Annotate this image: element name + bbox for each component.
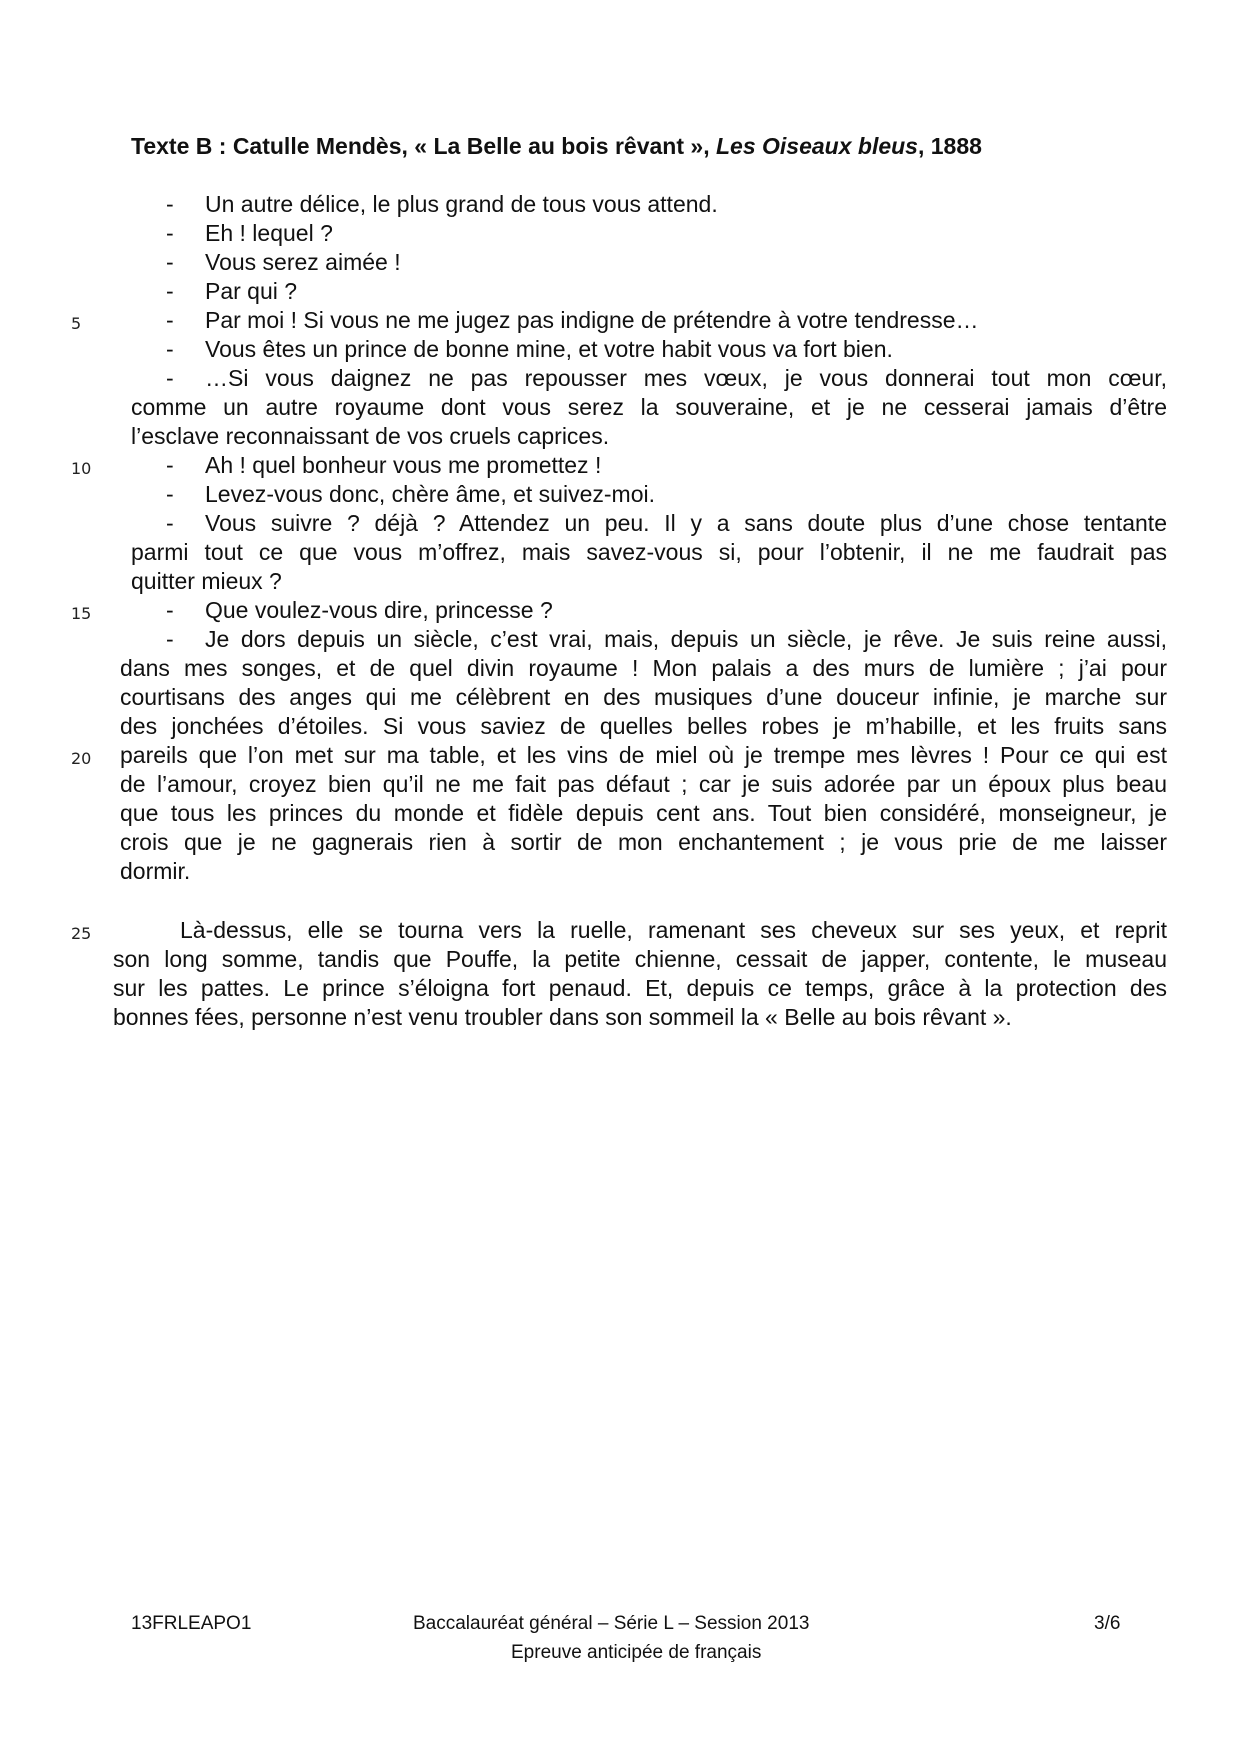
text-title — [131, 133, 982, 160]
text-line: Vous êtes un prince de bonne mine, et votre habit vous va fort bien. — [205, 336, 893, 362]
text-line: sur les pattes. Le prince s’éloigna fort penaud. Et, depuis ce temps, grâce à la protection des — [113, 975, 1167, 1001]
text-line: l’esclave reconnaissant de vos cruels caprices. — [131, 423, 610, 449]
dialogue-dash: - — [166, 220, 174, 246]
dialogue-dash: - — [166, 249, 174, 275]
text-line: courtisans des anges qui me célèbrent en des musiques d’une douceur infinie, je marche sur — [120, 684, 1167, 710]
line-number: 20 — [71, 749, 92, 768]
dialogue-dash: - — [166, 278, 174, 304]
text-line: Levez-vous donc, chère âme, et suivez-moi. — [205, 481, 655, 507]
text-line: dormir. — [120, 858, 191, 884]
text-line: comme un autre royaume dont vous serez la souveraine, et je ne cesserai jamais d’être — [131, 394, 1167, 420]
title-prefix: Texte B : Catulle Mendès, « La Belle au bois rêvant », — [131, 133, 716, 159]
title-work: Les Oiseaux bleus — [715, 133, 918, 159]
dialogue-dash: - — [166, 365, 174, 391]
text-line: bonnes fées, personne n’est venu troubler dans son sommeil la « Belle au bois rêvant ». — [113, 1004, 1012, 1030]
footer-subtitle: Epreuve anticipée de français — [511, 1642, 762, 1663]
footer-page-number: 3/6 — [1094, 1613, 1121, 1634]
text-line: quitter mieux ? — [131, 568, 282, 594]
text-line: Je dors depuis un siècle, c’est vrai, mais, depuis un siècle, je rêve. Je suis reine aussi, — [205, 626, 1167, 652]
dialogue-dash: - — [166, 626, 174, 652]
text-line: Un autre délice, le plus grand de tous vous attend. — [205, 191, 718, 217]
text-line: dans mes songes, et de quel divin royaume ! Mon palais a des murs de lumière ; j’ai pour — [120, 655, 1167, 681]
dialogue-dash: - — [166, 481, 174, 507]
text-line: Vous suivre ? déjà ? Attendez un peu. Il y a sans doute plus d’une chose tentante — [205, 510, 1167, 536]
text-line: Par qui ? — [205, 278, 298, 304]
text-line: des jonchées d’étoiles. Si vous saviez de quelles belles robes je m’habille, et les fruits sans — [120, 713, 1167, 739]
dialogue-dash: - — [166, 510, 174, 536]
text-line: Là-dessus, elle se tourna vers la ruelle, ramenant ses cheveux sur ses yeux, et reprit — [180, 917, 1167, 943]
text-line: son long somme, tandis que Pouffe, la petite chienne, cessait de japper, contente, le museau — [113, 946, 1167, 972]
dialogue-dash: - — [166, 452, 174, 478]
text-line: que tous les princes du monde et fidèle depuis cent ans. Tout bien considéré, monseigneur, je — [120, 800, 1167, 826]
footer-exam: Baccalauréat général – Série L – Session 2013 — [413, 1613, 810, 1634]
title-suffix: , 1888 — [917, 133, 982, 159]
dialogue-dash: - — [166, 597, 174, 623]
text-line: Que voulez-vous dire, princesse ? — [205, 597, 553, 623]
line-number: 25 — [71, 924, 92, 943]
line-number: 10 — [71, 459, 92, 478]
dialogue-dash: - — [166, 336, 174, 362]
text-line: pareils que l’on met sur ma table, et les vins de miel où je trempe mes lèvres ! Pour ce qui est — [120, 742, 1167, 768]
text-line: parmi tout ce que vous m’offrez, mais savez-vous si, pour l’obtenir, il ne me faudrait pas — [131, 539, 1167, 565]
text-line: Par moi ! Si vous ne me jugez pas indigne de prétendre à votre tendresse… — [205, 307, 979, 333]
dialogue-dash: - — [166, 307, 174, 333]
dialogue-dash: - — [166, 191, 174, 217]
footer-code: 13FRLEAPO1 — [131, 1613, 252, 1634]
text-line: …Si vous daignez ne pas repousser mes vœux, je vous donnerai tout mon cœur, — [205, 365, 1167, 391]
text-line: Ah ! quel bonheur vous me promettez ! — [205, 452, 602, 478]
text-line: Eh ! lequel ? — [205, 220, 333, 246]
line-number: 15 — [71, 604, 92, 623]
text-line: Vous serez aimée ! — [205, 249, 401, 275]
line-number: 5 — [71, 314, 82, 333]
text-line: crois que je ne gagnerais rien à sortir de mon enchantement ; je vous prie de me laisser — [120, 829, 1167, 855]
text-line: de l’amour, croyez bien qu’il ne me fait pas défaut ; car je suis adorée par un époux plus beau — [120, 771, 1167, 797]
